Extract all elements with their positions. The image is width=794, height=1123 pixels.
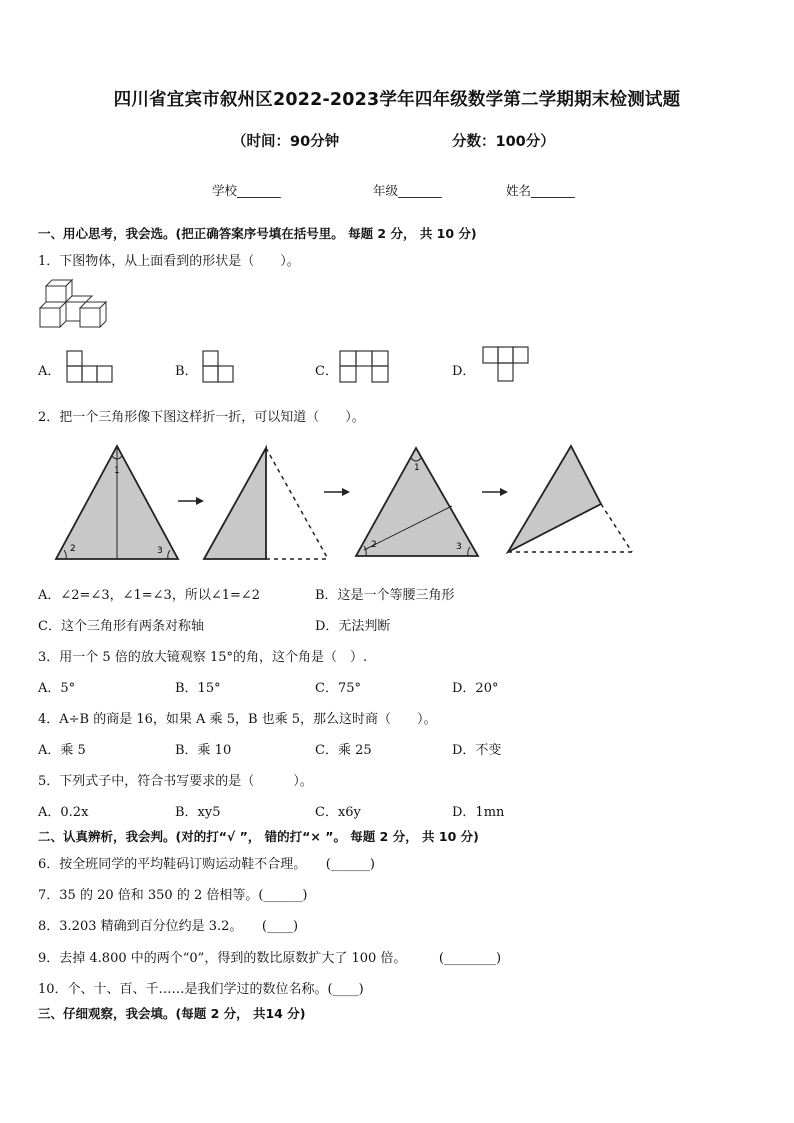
q1-option-b: B． [175, 364, 198, 379]
section-3-heading: 三、仔细观察，我会填。(每题 2 分， 共14 分) [38, 1006, 306, 1021]
question-3: 3．用一个 5 倍的放大镜观察 15°的角，这个角是（ ）. [38, 650, 368, 665]
angle-label-2-b: 2 [371, 540, 377, 550]
q1-option-c-figure [339, 350, 389, 383]
question-1: 1．下图物体，从上面看到的形状是（ ）。 [38, 254, 300, 269]
angle-label-2: 2 [70, 544, 76, 554]
q5-option-c: C．x6y [315, 805, 361, 820]
angle-label-1: 1 [114, 466, 120, 476]
question-7: 7．35 的 20 倍和 350 的 2 倍相等。(______) [38, 888, 308, 903]
question-4: 4．A÷B 的商是 16，如果 A 乘 5，B 也乘 5，那么这时商（ ）。 [38, 712, 437, 727]
q1-option-a-figure [66, 350, 114, 383]
q4-option-b: B．乘 10 [175, 743, 232, 758]
section-1-heading: 一、用心思考，我会选。(把正确答案序号填在括号里。 每题 2 分， 共 10 分) [38, 226, 477, 241]
cube-stack-figure [38, 278, 110, 330]
question-8: 8．3.203 精确到百分位约是 3.2。 (____) [38, 919, 299, 934]
q5-option-a: A．0.2x [38, 805, 89, 820]
name-field: 姓名_______ [506, 183, 575, 198]
q3-option-a: A．5° [38, 681, 76, 696]
q4-option-c: C．乘 25 [315, 743, 372, 758]
q1-option-b-figure [202, 350, 236, 383]
section-2-heading: 二、认真辨析，我会判。(对的打“√ ”， 错的打“× ”。 每题 2 分， 共 10 分) [38, 829, 479, 844]
q1-option-d-figure [482, 346, 530, 383]
question-10: 10．个、十、百、千……是我们学过的数位名称。(____) [38, 982, 364, 997]
question-5: 5．下列式子中，符合书写要求的是（ ）。 [38, 774, 313, 789]
q2-option-a: A．∠2=∠3，∠1=∠3，所以∠1=∠2 [38, 588, 261, 603]
q4-option-a: A．乘 5 [38, 743, 86, 758]
q1-option-a: A． [38, 364, 61, 379]
q1-option-c: C． [315, 364, 338, 379]
question-9: 9．去掉 4.800 中的两个“0”，得到的数比原数扩大了 100 倍。 (________) [38, 951, 502, 966]
angle-label-3-b: 3 [456, 542, 462, 552]
q2-option-d: D．无法判断 [315, 619, 391, 634]
angle-label-1-b: 1 [414, 463, 420, 473]
q4-option-d: D．不变 [452, 743, 502, 758]
grade-field: 年级_______ [373, 183, 442, 198]
exam-time: （时间：90分钟 [232, 134, 340, 150]
q5-option-b: B．xy5 [175, 805, 221, 820]
angle-label-3: 3 [157, 546, 163, 556]
q2-option-b: B．这是一个等腰三角形 [315, 588, 455, 603]
q2-option-c: C．这个三角形有两条对称轴 [38, 619, 204, 634]
school-field: 学校_______ [212, 183, 281, 198]
q5-option-d: D．1mn [452, 805, 505, 820]
q3-option-d: D．20° [452, 681, 499, 696]
question-6: 6．按全班同学的平均鞋码订购运动鞋不合理。 (______) [38, 857, 375, 872]
question-2: 2．把一个三角形像下图这样折一折，可以知道（ ）。 [38, 410, 365, 425]
exam-score: 分数：100分） [452, 134, 555, 150]
q3-option-b: B．15° [175, 681, 221, 696]
folding-triangles-figure [50, 440, 640, 564]
page-title: 四川省宜宾市叙州区2022-2023学年四年级数学第二学期期末检测试题 [113, 90, 681, 110]
q3-option-c: C．75° [315, 681, 361, 696]
q1-option-d: D． [452, 364, 476, 379]
